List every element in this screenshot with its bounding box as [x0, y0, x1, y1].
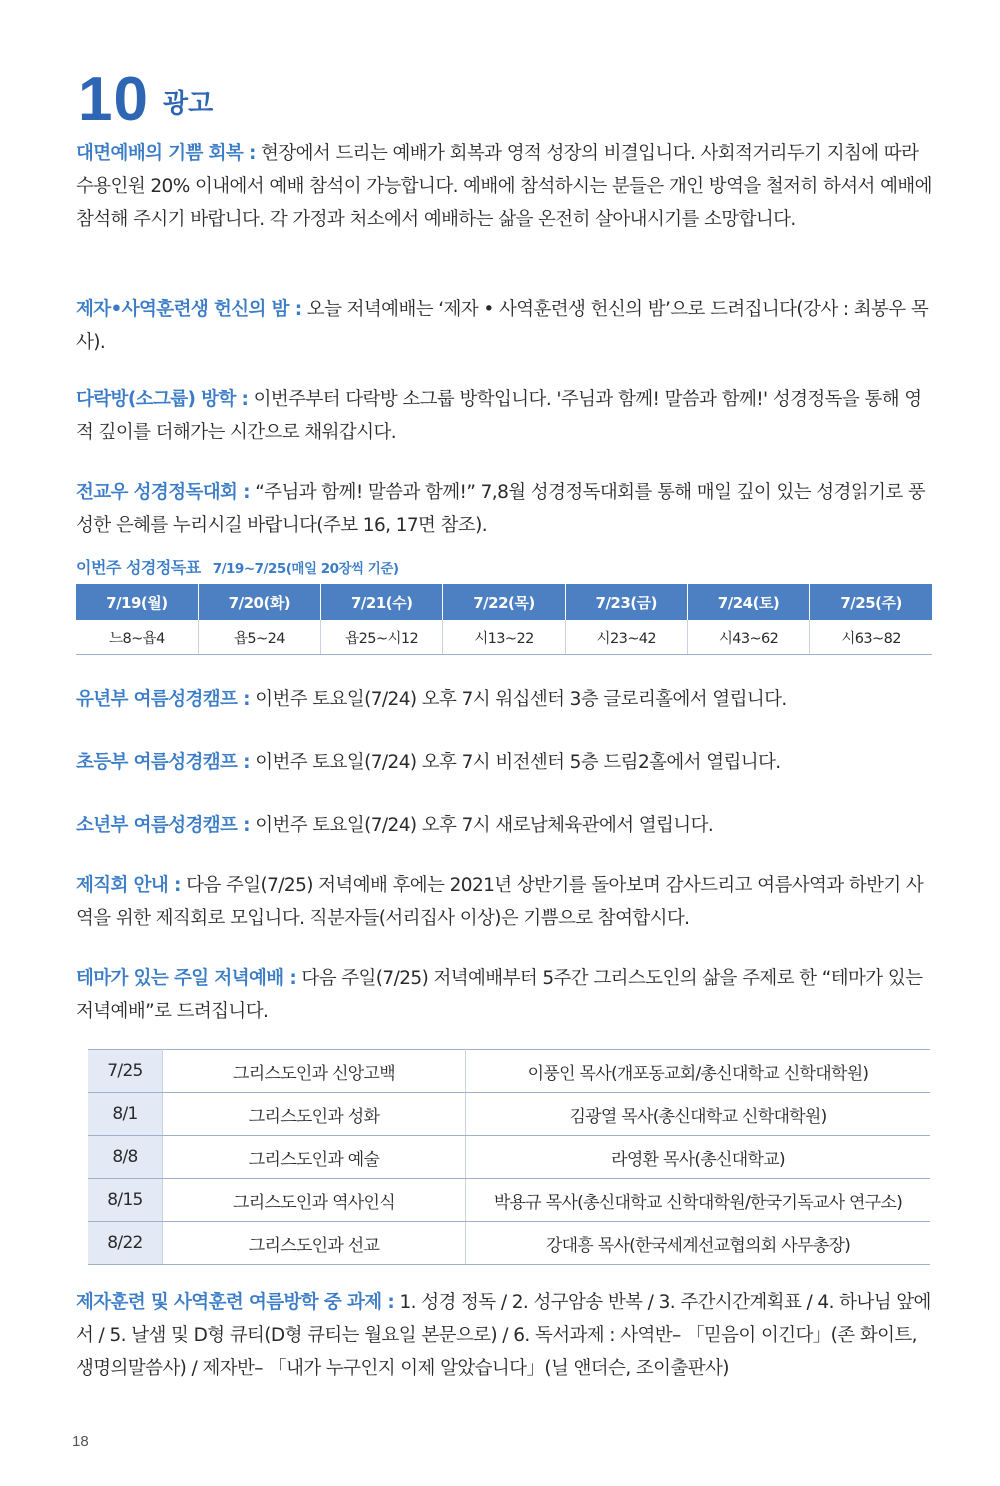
notice-text: 이번주 토요일(7/24) 오후 7시 비전센터 5층 드림2홀에서 열립니다.	[249, 752, 781, 773]
schedule-header: 7/24(토)	[687, 584, 809, 620]
theme-speaker: 라영환 목사(총신대학교)	[466, 1136, 931, 1179]
notice-label: 초등부 여름성경캠프 :	[76, 752, 250, 773]
schedule-cell: 시23~42	[565, 620, 687, 655]
theme-speaker: 박용규 목사(총신대학교 신학대학원/한국기독교사 연구소)	[466, 1179, 931, 1222]
notice-text: 1. 성경 정독 / 2. 성구암송 반복 / 3. 주간시간계획표 / 4. 하나님 앞에서 / 5. 날샘 및 D형 큐티(D형 큐티는 월요일 본문으로) / 6. 독서과제 : 사역반– 「믿음이 이긴다」(존 화이트, 생명의말씀사) / 제자반– 「내가 누구인지 이제 알았습니다」(닐 앤더슨, 조이출판사)	[76, 1292, 931, 1379]
notice-text: 오늘 저녁예배는 ‘제자 • 사역훈련생 헌신의 밤’으로 드려집니다(강사 : 최봉우 목사).	[76, 299, 929, 353]
notice-text: 현장에서 드리는 예배가 회복과 영적 성장의 비결입니다. 사회적거리두기 지침에 따라 수용인원 20% 이내에서 예배 참석이 가능합니다. 예배에 참석하시는 분들은 개인 방역을 철저히 하셔서 예배에 참석해 주시기 바랍니다. 각 가정과 처소에서 예배하는 삶을 온전히 살아내시기를 소망합니다.	[76, 143, 932, 230]
notice-label: 소년부 여름성경캠프 :	[76, 815, 250, 836]
notice-label: 다락방(소그룹) 방학 :	[76, 389, 249, 410]
notice-label: 제자•사역훈련생 헌신의 밤 :	[76, 299, 302, 320]
notice-in-person-worship	[76, 137, 934, 236]
theme-service-table	[88, 1049, 930, 1265]
notice-training-homework	[76, 1286, 934, 1385]
schedule-cell: 욥25~시12	[321, 620, 443, 655]
schedule-cell: 느8~욥4	[76, 620, 198, 655]
theme-date: 8/22	[88, 1222, 163, 1265]
theme-date: 8/1	[88, 1093, 163, 1136]
schedule-cell: 시63~82	[810, 620, 932, 655]
schedule-subtitle: 7/19~7/25(매일 20장씩 기준)	[212, 561, 399, 577]
theme-topic: 그리스도인과 역사인식	[163, 1179, 466, 1222]
table-row	[88, 1136, 930, 1179]
notice-text: 이번주 토요일(7/24) 오후 7시 새로남체육관에서 열립니다.	[249, 815, 714, 836]
table-row	[88, 1179, 930, 1222]
schedule-cell: 시43~62	[687, 620, 809, 655]
schedule-header: 7/22(목)	[443, 584, 565, 620]
table-row	[88, 1050, 930, 1093]
notice-dedication-night	[76, 293, 934, 359]
theme-speaker: 이풍인 목사(개포동교회/총신대학교 신학대학원)	[466, 1050, 931, 1093]
theme-topic: 그리스도인과 성화	[163, 1093, 466, 1136]
section-number: 10	[78, 65, 149, 134]
notice-text: 이번주 토요일(7/24) 오후 7시 워십센터 3층 글로리홀에서 열립니다.	[249, 689, 787, 710]
schedule-cell: 시13~22	[443, 620, 565, 655]
schedule-header-row	[76, 584, 932, 620]
notice-text: 다음 주일(7/25) 저녁예배부터 5주간 그리스도인의 삶을 주제로 한 “테마가 있는 저녁예배”로 드려집니다.	[76, 968, 923, 1022]
schedule-row	[76, 620, 932, 655]
notice-label: 대면예배의 기쁨 회복 :	[76, 143, 256, 164]
notice-elementary-camp	[76, 746, 934, 779]
reading-schedule-table	[76, 584, 932, 655]
theme-date: 8/15	[88, 1179, 163, 1222]
schedule-header: 7/20(화)	[198, 584, 320, 620]
notice-label: 전교우 성경정독대회 :	[76, 482, 250, 503]
section-title: 광고	[162, 89, 214, 119]
schedule-header: 7/23(금)	[565, 584, 687, 620]
theme-topic: 그리스도인과 신앙고백	[163, 1050, 466, 1093]
notice-small-group-break	[76, 383, 934, 449]
page-number: 18	[72, 1433, 89, 1450]
notice-text: 다음 주일(7/25) 저녁예배 후에는 2021년 상반기를 돌아보며 감사드리고 여름사역과 하반기 사역을 위한 제직회로 모입니다. 직분자들(서리집사 이상)은 기쁨으로 참여합시다.	[76, 875, 924, 929]
notice-bible-reading-contest	[76, 476, 934, 542]
schedule-title: 이번주 성경정독표	[76, 558, 201, 577]
schedule-header: 7/19(월)	[76, 584, 198, 620]
theme-speaker: 강대흥 목사(한국세계선교협의회 사무총장)	[466, 1222, 931, 1265]
notice-label: 테마가 있는 주일 저녁예배 :	[76, 968, 297, 989]
notice-kindergarten-camp	[76, 683, 934, 716]
notice-label: 제직회 안내 :	[76, 875, 181, 896]
notice-label: 제자훈련 및 사역훈련 여름방학 중 과제 :	[76, 1292, 395, 1313]
theme-date: 8/8	[88, 1136, 163, 1179]
section-header	[78, 65, 214, 134]
schedule-cell: 욥5~24	[198, 620, 320, 655]
theme-speaker: 김광열 목사(총신대학교 신학대학원)	[466, 1093, 931, 1136]
notice-text: 이번주부터 다락방 소그룹 방학입니다. '주님과 함께! 말씀과 함께!' 성경정독을 통해 영적 깊이를 더해가는 시간으로 채워갑시다.	[76, 389, 922, 443]
theme-topic: 그리스도인과 선교	[163, 1222, 466, 1265]
notice-deacons-meeting	[76, 869, 934, 935]
schedule-caption	[76, 555, 399, 578]
table-row	[88, 1222, 930, 1265]
schedule-header: 7/21(수)	[321, 584, 443, 620]
theme-topic: 그리스도인과 예술	[163, 1136, 466, 1179]
notice-text: “주님과 함께! 말씀과 함께!” 7,8월 성경정독대회를 통해 매일 깊이 있는 성경읽기로 풍성한 은혜를 누리시길 바랍니다(주보 16, 17면 참조).	[76, 482, 926, 536]
table-row	[88, 1093, 930, 1136]
schedule-header: 7/25(주)	[810, 584, 932, 620]
notice-label: 유년부 여름성경캠프 :	[76, 689, 250, 710]
notice-theme-evening-service	[76, 962, 934, 1028]
theme-date: 7/25	[88, 1050, 163, 1093]
notice-youth-camp	[76, 809, 934, 842]
